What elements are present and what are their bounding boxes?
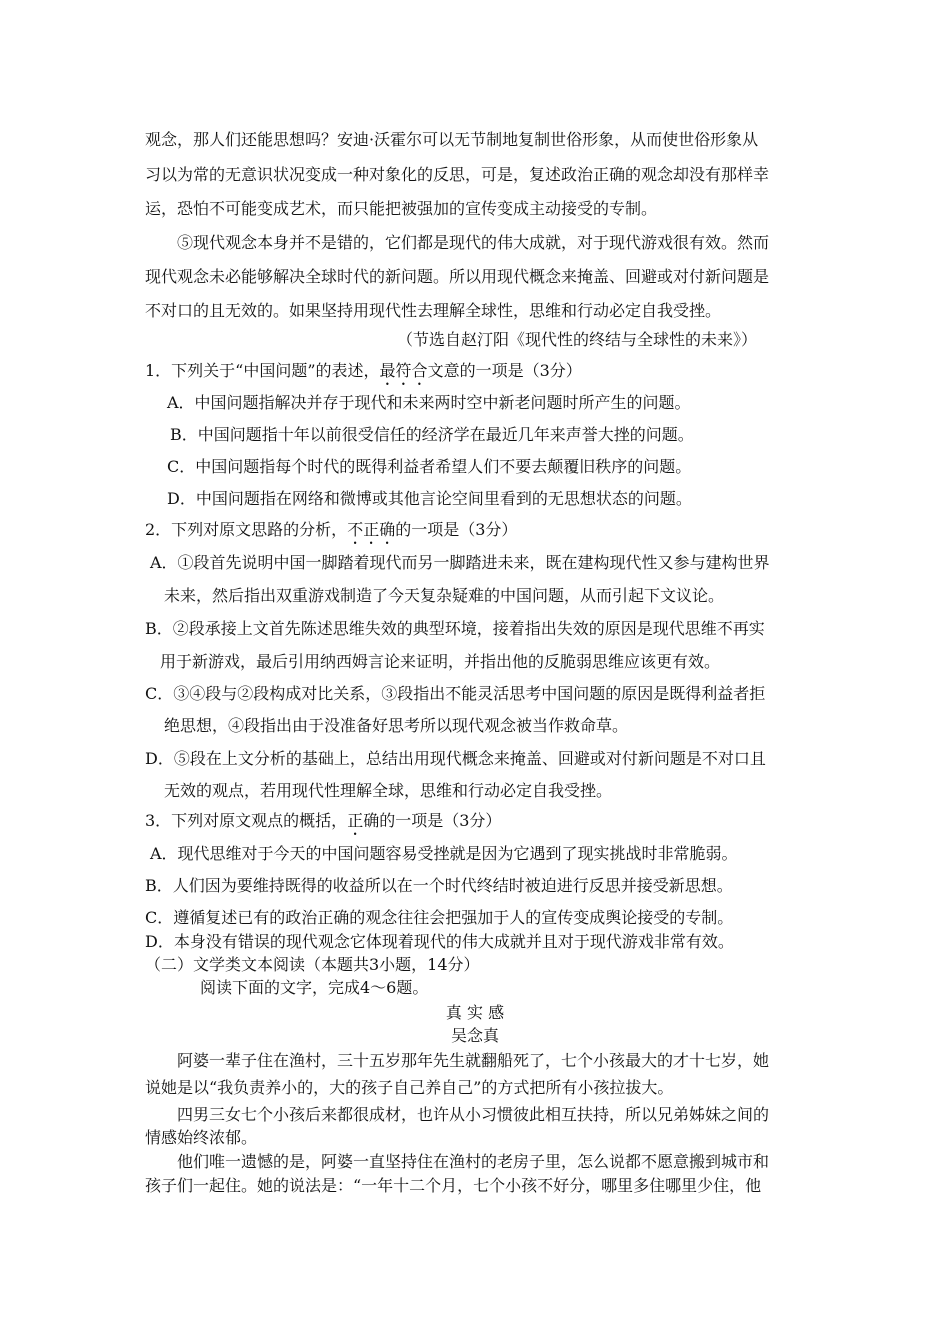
question-3-stem (145, 811, 501, 839)
passage-line: 不对口的且无效的。如果坚持用现代性去理解全球性，思维和行动必定自我受挫。 (145, 301, 722, 320)
passage-line: ⑤现代观念本身并不是错的，它们都是现代的伟大成就，对于现代游戏很有效。然而 (177, 233, 770, 252)
q3-option-c: C．遵循复述已有的政治正确的观念往往会把强加于人的宣传变成舆论接受的专制。 (145, 908, 734, 927)
q2-stem-b: 的一项是（3分） (395, 520, 518, 539)
article-author: 吴念真 (450, 1026, 499, 1045)
q2-option-a-line2: 未来，然后指出双重游戏制造了今天复杂疑难的中国问题，从而引起下文议论。 (164, 586, 725, 605)
article-line: 他们唯一遗憾的是，阿婆一直坚持住在渔村的老房子里，怎么说都不愿意搬到城市和 (177, 1152, 770, 1171)
article-title: 真 实 感 (445, 1003, 505, 1022)
section-instruction: 阅读下面的文字，完成4～6题。 (200, 978, 429, 997)
q2-option-a-line1: A．①段首先说明中国一脚踏着现代而另一脚踏进未来，既在建构现代性又参与建构世界 (150, 553, 770, 572)
passage-line: 现代观念未必能够解决全球时代的新问题。所以用现代概念来掩盖、回避或对付新问题是 (145, 267, 770, 286)
passage-line: 运，恐怕不可能变成艺术，而只能把被强加的宣传变成主动接受的专制。 (145, 199, 658, 218)
q2-stem-emphasis: 不正确 (347, 520, 396, 539)
source-citation: （节选自赵汀阳《现代性的终结与全球性的未来》） (397, 330, 758, 349)
question-1-stem (145, 361, 582, 389)
q3-stem-a: 3．下列对原文观点的概括， (145, 811, 348, 830)
article-line: 说她是以“我负责养小的，大的孩子自己养自己”的方式把所有小孩拉拔大。 (145, 1078, 674, 1097)
q3-option-d: D．本身没有错误的现代观念它体现着现代的伟大成就并且对于现代游戏非常有效。 (145, 932, 734, 951)
q1-option-d: D．中国问题指在网络和微博或其他言论空间里看到的无思想状态的问题。 (167, 489, 692, 508)
passage-line: 习以为常的无意识状况变成一种对象化的反思，可是，复述政治正确的观念却没有那样幸 (145, 165, 770, 184)
q2-option-c-line2: 绝思想，④段指出由于没准备好思考所以现代观念被当作救命草。 (164, 716, 629, 735)
q1-stem-a: 1．下列关于“中国问题”的表述， (145, 361, 380, 380)
q2-option-b-line2: 用于新游戏，最后引用纳西姆言论来证明，并指出他的反脆弱思维应该更有效。 (160, 652, 721, 671)
article-line: 阿婆一辈子住在渔村，三十五岁那年先生就翻船死了，七个小孩最大的才十七岁，她 (177, 1051, 770, 1070)
q3-option-b: B．人们因为要维持既得的收益所以在一个时代终结时被迫进行反思并接受新思想。 (145, 876, 733, 895)
article-line: 孩子们一起住。她的说法是：“一年十二个月，七个小孩不好分，哪里多住哪里少住，他 (145, 1176, 762, 1195)
q1-option-c: C．中国问题指每个时代的既得利益者希望人们不要去颠覆旧秩序的问题。 (167, 457, 692, 476)
q2-stem-a: 2．下列对原文思路的分析， (145, 520, 348, 539)
article-line: 情感始终浓郁。 (145, 1128, 258, 1147)
q1-option-b: B．中国问题指十年以前很受信任的经济学在最近几年来声誉大挫的问题。 (170, 425, 694, 444)
q3-stem-emphasis: 正 (347, 811, 364, 830)
q1-option-a: A．中国问题指解决并存于现代和未来两时空中新老问题时所产生的问题。 (167, 393, 691, 412)
question-2-stem (145, 520, 517, 548)
q3-option-a: A．现代思维对于今天的中国问题容易受挫就是因为它遇到了现实挑战时非常脆弱。 (150, 844, 738, 863)
q2-option-b-line1: B．②段承接上文首先陈述思维失效的典型环境，接着指出失效的原因是现代思维不再实 (145, 619, 765, 638)
q2-option-d-line2: 无效的观点，若用现代性理解全球，思维和行动必定自我受挫。 (164, 781, 613, 800)
q2-option-d-line1: D．⑤段在上文分析的基础上，总结出用现代概念来掩盖、回避或对付新问题是不对口且 (145, 749, 766, 768)
passage-line: 观念，那人们还能思想吗？安迪·沃霍尔可以无节制地复制世俗形象，从而使世俗形象从 (145, 130, 759, 149)
q1-stem-emphasis: 最符合 (379, 361, 428, 380)
q3-stem-b: 确的一项是（3分） (363, 811, 502, 830)
section-heading: （二）文学类文本阅读（本题共3小题，14分） (145, 955, 480, 974)
q2-option-c-line1: C．③④段与②段构成对比关系，③段指出不能灵活思考中国问题的原因是既得利益者拒 (145, 684, 766, 703)
q1-stem-b: 文意的一项是（3分） (427, 361, 582, 380)
article-line: 四男三女七个小孩后来都很成材，也许从小习惯彼此相互扶持，所以兄弟姊妹之间的 (177, 1105, 770, 1124)
